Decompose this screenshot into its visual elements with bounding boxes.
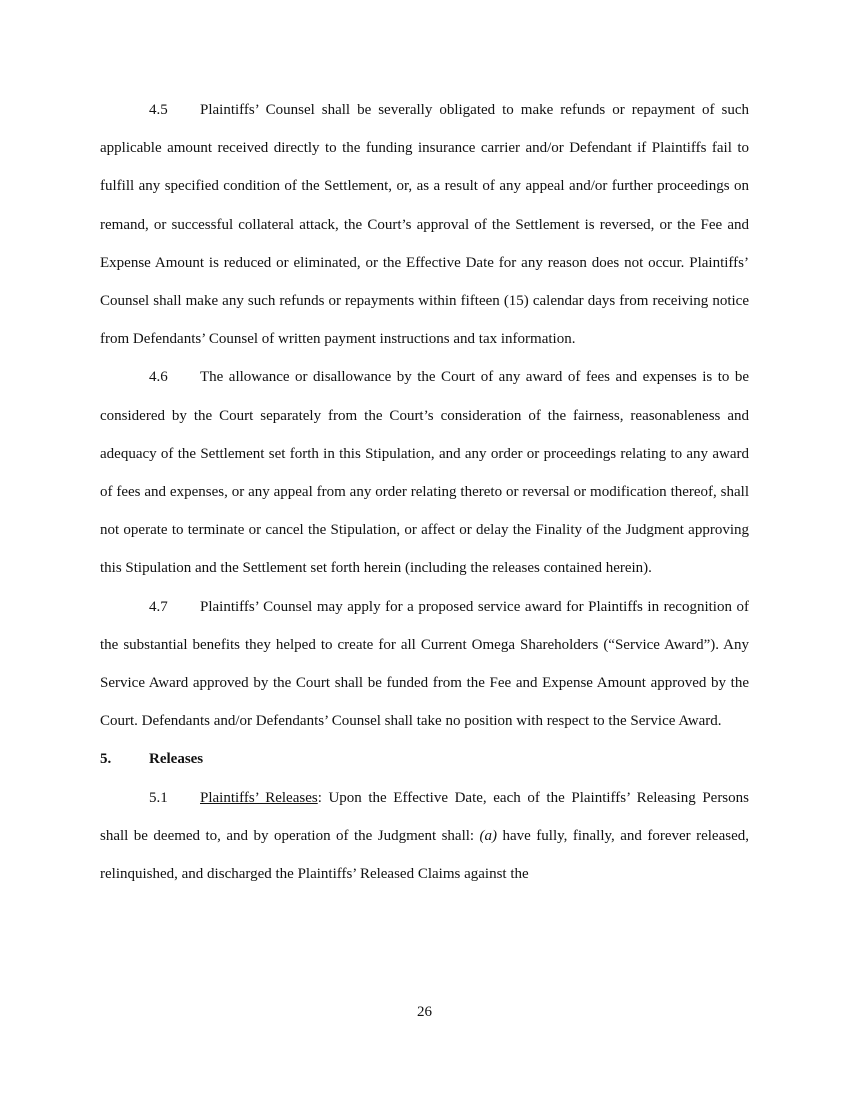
paragraph-text: Plaintiffs’ Counsel may apply for a proposed service award for Plaintiffs in recognition of the substantial benefits they helped to create for all Current Omega Shareholders (“Service Award”). Any Service Award approved by the Court shall be funded from the Fee and Expense Amount approved by the Court. Defendants and/or Defendants’ Counsel shall take no position with respect to the Service Award.: [100, 598, 749, 730]
paragraph-number: 4.7: [149, 598, 168, 615]
paragraph-4-5: [100, 91, 749, 358]
section-number: 5.: [100, 751, 112, 768]
document-page: [100, 91, 749, 893]
item-marker: (a): [479, 827, 498, 844]
paragraph-text: Plaintiffs’ Counsel shall be severally obligated to make refunds or repayment of such applicable amount received directly to the funding insurance carrier and/or Defendant if Plaintiffs fail to fulfill any specified condition of the Settlement, or, as a result of any appeal and/or further proceedings on remand, or successful collateral attack, the Court’s approval of the Settlement is reversed, or the Fee and Expense Amount is reduced or eliminated, or the Effective Date for any reason does not occur. Plaintiffs’ Counsel shall make any such refunds or repayments within fifteen (15) calendar days from receiving notice from Defendants’ Counsel of written payment instructions and tax information.: [100, 102, 749, 348]
paragraph-number: 4.5: [149, 102, 168, 118]
paragraph-4-6: [100, 358, 749, 587]
paragraph-text: : Upon the Effective Date, each of the Plaintiffs’ Releasing Persons shall be deemed to, and by operation of the Judgment shall:: [100, 789, 749, 844]
paragraph-number: 4.6: [149, 369, 168, 386]
paragraph-5-1: [100, 779, 749, 894]
paragraph-text-continued: have fully, finally, and forever released, relinquished, and discharged the Plaintiffs’ Released Claims against the: [100, 827, 749, 883]
subsection-heading: Plaintiffs’ Releases: [200, 789, 318, 806]
page-number: 26: [417, 1004, 432, 1020]
paragraph-text: The allowance or disallowance by the Court of any award of fees and expenses is to be considered by the Court separately from the Court’s consideration of the fairness, reasonableness and adequacy of the Settlement set forth in this Stipulation, and any order or proceedings relating to any award of fees and expenses, or any appeal from any order relating thereto or reversal or modification thereof, shall not operate to terminate or cancel the Stipulation, or affect or delay the Finality of the Judgment approving this Stipulation and the Settlement set forth herein (including the releases contained herein).: [100, 369, 749, 577]
paragraph-number: 5.1: [149, 789, 168, 806]
section-title: Releases: [149, 751, 204, 768]
section-heading-releases: [100, 740, 749, 778]
paragraph-4-7: [100, 588, 749, 741]
